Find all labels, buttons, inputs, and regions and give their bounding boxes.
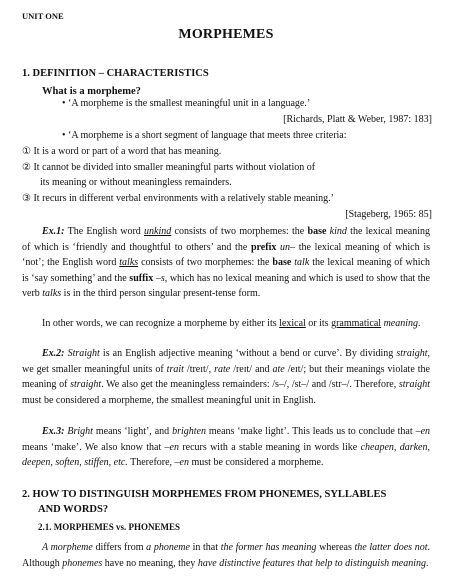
criterion-2-continued: its meaning or without meaningless remainders. bbox=[40, 177, 232, 188]
criterion-2: ② It cannot be divided into smaller meaningful parts without violation of bbox=[22, 162, 316, 173]
section-2-heading: 2. HOW TO DISTINGUISH MORPHEMES FROM PHONEMES, SYLLABLES bbox=[22, 489, 387, 500]
term-unkind: unkind bbox=[144, 226, 172, 237]
example-1-paragraph: Ex.1: The English word unkind consists of two morphemes: the base kind the lexical meaning of which is ‘friendly and thoughtful to others’ and the prefix un– the lexical meaning of which is ‘not’; the English word talks consists of two morphemes: the base talk the lexical meaning of which is ‘say something’ and the suffix –s, which has no lexical meaning and which is used to show that the verb talks is in the third person singular present-tense form. bbox=[22, 226, 431, 300]
subsection-heading: 2.1. MORPHEMES vs. PHONEMES bbox=[38, 522, 181, 532]
section-1-heading: 1. DEFINITION – CHARACTERISTICS bbox=[22, 68, 209, 79]
criterion-3: ③ It recurs in different verbal environments with a relatively stable meaning.’ bbox=[22, 193, 335, 204]
example-3-paragraph: Ex.3: Bright means ‘light’, and brighten means ‘make light’. This leads us to conclude that –en means ‘make’. We also know that –en recurs with a stable meaning in words like cheapen, darken, deepen, soften, stiffen, etc. Therefore, –en must be considered a morpheme. bbox=[22, 426, 431, 469]
citation-2: [Stageberg, 1965: 85] bbox=[345, 209, 432, 220]
question-heading: What is a morpheme? bbox=[42, 86, 141, 97]
other-words-paragraph: In other words, we can recognize a morpheme by either its lexical or its grammatical meaning. bbox=[42, 318, 421, 329]
example-2-paragraph: Ex.2: Straight is an English adjective meaning ‘without a bend or curve’. By dividing straight, we get smaller meaningful units of trait /treɪt/, rate /reɪt/ and ate /eɪt/; but their meanings violate the meaning of straight. We also get the meaningless remainders: /s–/, /st–/ and /str–/. Therefore, straight must be considered a morpheme, the smallest meaningful unit in English. bbox=[22, 348, 431, 406]
term-talks: talks bbox=[119, 257, 139, 269]
criterion-1: ① It is a word or part of a word that has meaning. bbox=[22, 146, 222, 157]
quote-2: • ‘A morpheme is a short segment of language that meets three criteria: bbox=[62, 130, 347, 141]
example-label: Ex.2: bbox=[42, 348, 65, 359]
quote-1: • ‘A morpheme is the smallest meaningful unit in a language.’ bbox=[62, 98, 311, 109]
page-title: MORPHEMES bbox=[178, 27, 274, 42]
morphemes-vs-phonemes-paragraph: A morpheme differs from a phoneme in that the former has meaning whereas the latter does not. Although phonemes have no meaning, they have distinctive features that help to distinguish meaning. bbox=[22, 542, 431, 569]
example-label: Ex.3: bbox=[42, 426, 65, 437]
example-label: Ex.1: bbox=[42, 226, 65, 237]
section-2-heading-continued: AND WORDS? bbox=[38, 504, 109, 515]
unit-label: UNIT ONE bbox=[22, 11, 64, 21]
citation-1: [Richards, Platt & Weber, 1987: 183] bbox=[283, 114, 432, 125]
